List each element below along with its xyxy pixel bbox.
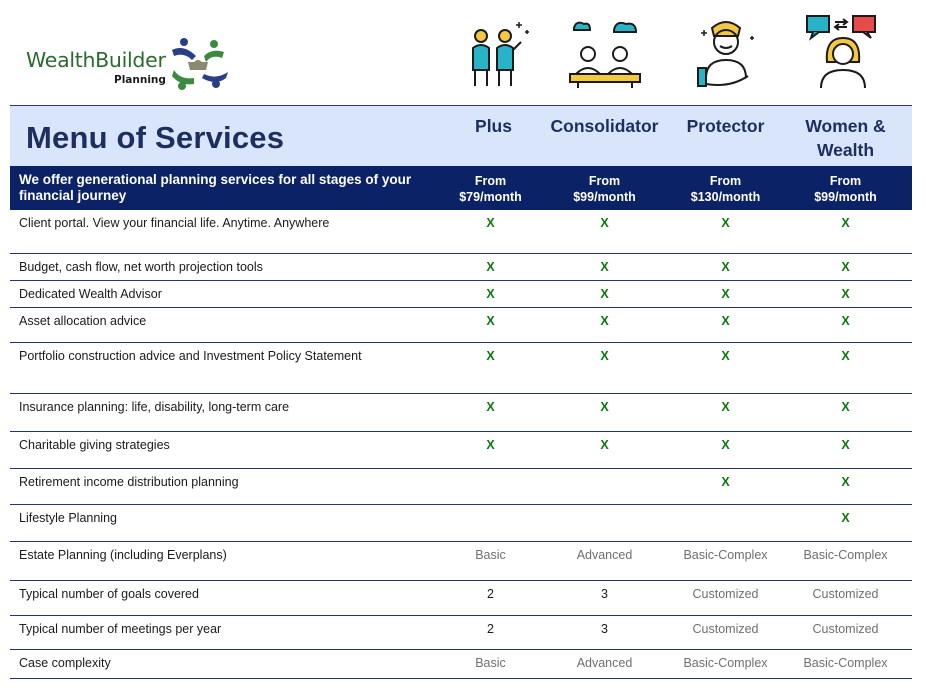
column-header-women-wealth [783,114,908,162]
check-mark: X [600,438,609,452]
table-row [10,505,912,542]
two-people-icon [455,14,535,94]
table-row [10,650,912,679]
check-mark: X [600,314,609,328]
row-label: Dedicated Wealth Advisor [19,287,162,301]
check-mark: X [721,400,730,414]
logo-subtitle: Planning [114,74,166,86]
column-header-protector: Protector [686,116,765,136]
table-row [10,281,912,308]
price-value: $99/month [573,190,636,204]
cell-value: Basic [475,548,506,562]
check-mark: X [841,260,850,274]
check-mark: X [721,314,730,328]
check-mark: X [486,216,495,230]
row-label: Insurance planning: life, disability, long-term care [19,400,290,414]
row-label: Portfolio construction advice and Investment Policy Statement [19,349,362,363]
title-band [10,105,912,166]
price-band [10,166,912,210]
price-protector [663,173,788,205]
table-row [10,542,912,581]
cell-value: Basic-Complex [803,656,888,670]
check-mark: X [721,216,730,230]
table-row [10,581,912,616]
column-header-women-wealth-line1: Women & [805,116,886,136]
woman-chat-icon [803,14,883,94]
check-mark: X [841,287,850,301]
cell-value: Basic-Complex [803,548,888,562]
cell-value: Basic-Complex [683,656,768,670]
price-from-label: From [709,174,742,188]
column-header-women-wealth-line2: Wealth [816,140,875,160]
check-mark: X [721,287,730,301]
intro-text: We offer generational planning services for all stages of your financial journey [19,172,412,203]
price-value: $130/month [690,190,761,204]
logo-name: WealthBuilder [26,48,166,72]
check-mark: X [721,475,730,489]
row-label: Budget, cash flow, net worth projection tools [19,260,263,274]
cell-value: Customized [692,622,759,636]
cell-value: 2 [487,587,494,601]
check-mark: X [721,438,730,452]
table-row [10,308,912,343]
check-mark: X [486,287,495,301]
table-row [10,432,912,469]
row-label: Case complexity [19,656,111,670]
table-row [10,254,912,281]
price-from-label: From [474,174,507,188]
check-mark: X [486,438,495,452]
price-from-label: From [588,174,621,188]
cell-value: Basic-Complex [683,548,768,562]
column-header-plus: Plus [475,116,512,136]
check-mark: X [600,287,609,301]
row-label: Charitable giving strategies [19,438,170,452]
check-mark: X [841,511,850,525]
protector-hand-icon [686,14,766,94]
cell-value: 3 [601,622,608,636]
check-mark: X [486,260,495,274]
check-mark: X [486,349,495,363]
table-row [10,469,912,505]
check-mark: X [486,400,495,414]
row-label: Estate Planning (including Everplans) [19,548,227,562]
check-mark: X [600,400,609,414]
table-row [10,210,912,254]
row-label: Typical number of goals covered [19,587,199,601]
check-mark: X [841,475,850,489]
check-mark: X [841,314,850,328]
check-mark: X [600,260,609,274]
cell-value: 3 [601,587,608,601]
page-title: Menu of Services [26,120,285,155]
check-mark: X [600,216,609,230]
cell-value: 2 [487,622,494,636]
price-plus [428,173,553,205]
row-label: Lifestyle Planning [19,511,117,525]
meeting-icon [566,14,646,94]
cell-value: Basic [475,656,506,670]
company-logo [26,34,236,98]
check-mark: X [486,314,495,328]
check-mark: X [841,216,850,230]
table-row [10,394,912,432]
cell-value: Advanced [576,548,633,562]
check-mark: X [600,349,609,363]
cell-value: Customized [812,587,879,601]
check-mark: X [721,349,730,363]
table-row [10,616,912,650]
row-label: Typical number of meetings per year [19,622,222,636]
row-label: Client portal. View your financial life. Anytime. Anywhere [19,216,330,230]
cell-value: Advanced [576,656,633,670]
check-mark: X [841,400,850,414]
price-women-wealth [783,173,908,205]
logo-figures-icon [166,34,234,98]
cell-value: Customized [812,622,879,636]
table-row [10,343,912,394]
row-label: Retirement income distribution planning [19,475,239,489]
row-label: Asset allocation advice [19,314,147,328]
price-consolidator [542,173,667,205]
price-from-label: From [829,174,862,188]
price-value: $99/month [814,190,877,204]
cell-value: Customized [692,587,759,601]
check-mark: X [841,438,850,452]
check-mark: X [841,349,850,363]
column-header-consolidator: Consolidator [550,116,659,136]
check-mark: X [721,260,730,274]
price-value: $79/month [459,190,522,204]
